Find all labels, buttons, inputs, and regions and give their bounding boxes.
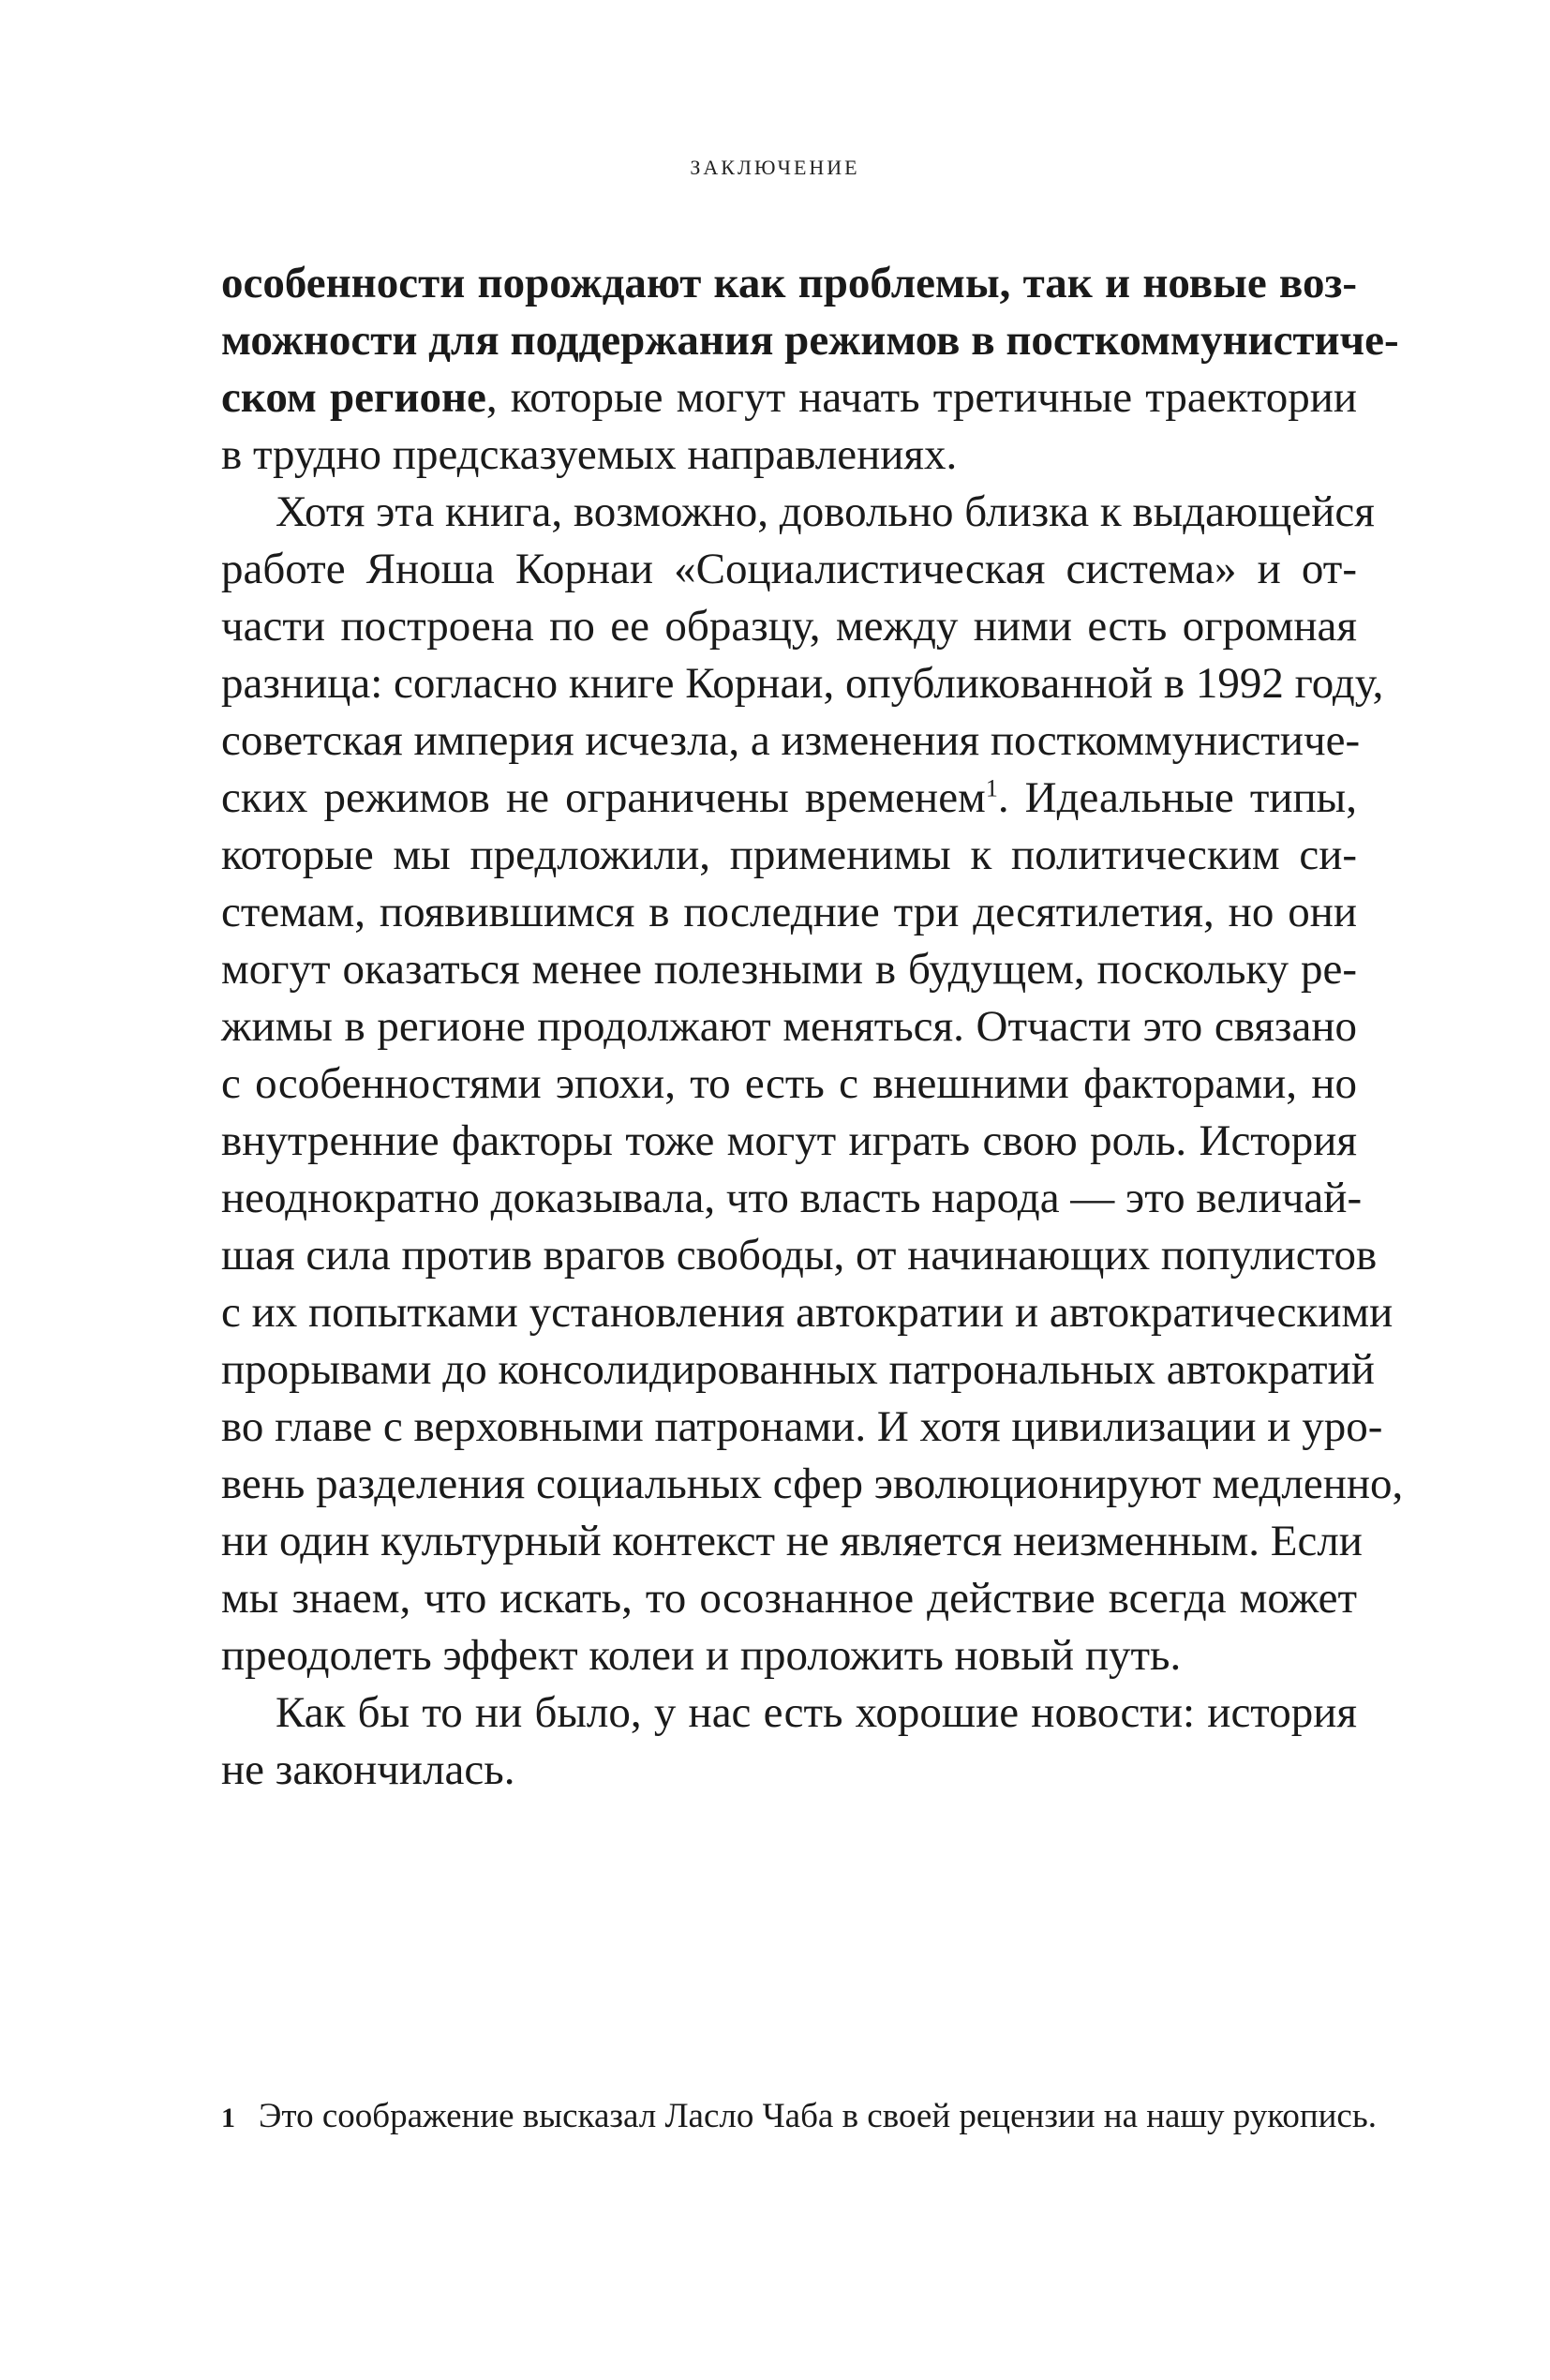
text-line: разница: согласно книге Корнаи, опубликованной в 1992 году, xyxy=(221,659,1384,708)
text-line: шая сила против врагов свободы, от начинающих популистов xyxy=(221,1231,1378,1280)
text-line xyxy=(221,255,1357,312)
text-line: Как бы то ни было, у нас есть хорошие новости: история xyxy=(276,1688,1357,1737)
paragraph-2 xyxy=(221,484,1404,1684)
footnote xyxy=(221,2093,1377,2142)
text-line: с их попытками установления автократии и автократическими xyxy=(221,1288,1394,1337)
paragraph-3 xyxy=(221,1684,1357,1799)
running-head: ЗАКЛЮЧЕНИЕ xyxy=(690,156,860,179)
text-line: не закончилась. xyxy=(221,1745,515,1794)
text-line: мы знаем, что искать, то осознанное действие всегда может xyxy=(221,1574,1357,1623)
text-line: прорывами до консолидированных патрональных автократий xyxy=(221,1345,1375,1394)
bold-text: ском регионе xyxy=(221,373,486,422)
text-line xyxy=(221,312,1399,369)
text-line xyxy=(221,427,1357,484)
text-line: которые мы предложили, применимы к политическим си- xyxy=(221,831,1357,879)
text-line: ни один культурный контекст не является неизменным. Если xyxy=(221,1517,1363,1565)
body-text xyxy=(221,255,1404,1799)
text-line: жимы в регионе продолжают меняться. Отчасти это связано xyxy=(221,1002,1357,1051)
text-line: неоднократно доказывала, что власть народа — это величай- xyxy=(221,1174,1363,1222)
paragraph-1 xyxy=(221,255,1399,484)
text-line: преодолеть эффект колеи и проложить новый путь. xyxy=(221,1631,1182,1680)
line-text: , которые могут начать третичные траектории xyxy=(485,373,1357,422)
footnote-mark: 1 xyxy=(221,2103,235,2133)
line-text: в трудно предсказуемых направлениях. xyxy=(221,430,958,479)
text-line: с особенностями эпохи, то есть с внешними факторами, но xyxy=(221,1059,1357,1108)
text-line: могут оказаться менее полезными в будущем, поскольку ре- xyxy=(221,945,1357,994)
footnote-text: Это соображение высказал Ласло Чаба в своей рецензии на нашу рукопись. xyxy=(259,2097,1377,2135)
line-text: ских режимов не ограничены временем xyxy=(221,773,986,822)
text-line: вень разделения социальных сфер эволюционируют медленно, xyxy=(221,1459,1404,1508)
text-line: Хотя эта книга, возможно, довольно близка к выдающейся xyxy=(276,487,1375,536)
text-line: части построена по ее образцу, между ними есть огромная xyxy=(221,602,1357,651)
text-line xyxy=(221,770,1357,827)
text-line: во главе с верховными патронами. И хотя цивилизации и уро- xyxy=(221,1402,1383,1451)
text-line: работе Яноша Корнаи «Социалистическая система» и от- xyxy=(221,545,1357,593)
footnote-reference[interactable]: 1 xyxy=(985,774,998,802)
text-line xyxy=(221,369,1357,427)
text-line: советская империя исчезла, а изменения посткоммунистиче- xyxy=(221,716,1361,765)
line-text: . Идеальные типы, xyxy=(997,773,1357,822)
bold-text: особенности порождают как проблемы, так и новые воз- xyxy=(221,259,1357,307)
text-line: стемам, появившимся в последние три десятилетия, но они xyxy=(221,888,1357,936)
bold-text: можности для поддержания режимов в посткоммунистиче- xyxy=(221,316,1399,365)
text-line: внутренние факторы тоже могут играть свою роль. История xyxy=(221,1116,1357,1165)
